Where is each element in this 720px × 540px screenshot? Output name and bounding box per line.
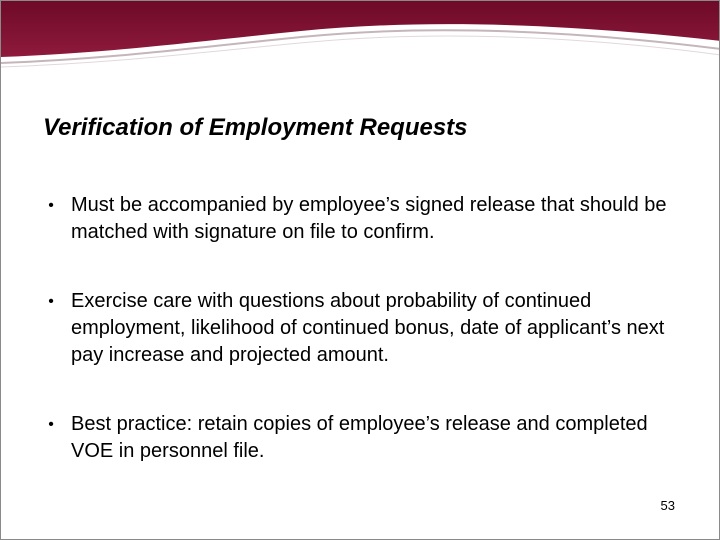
header-maroon-shape	[1, 1, 720, 57]
bullet-item	[41, 192, 691, 246]
bullet-dot-icon: •	[48, 197, 54, 214]
bullet-item	[41, 288, 691, 369]
slide-title: Verification of Employment Requests	[43, 114, 468, 141]
bullet-dot-icon: •	[48, 416, 54, 433]
bullet-text: Exercise care with questions about probability of continued employment, likelihood of continued bonus, date of applicant’s next pay increase and projected amount.	[71, 290, 665, 366]
bullet-dot-icon: •	[48, 293, 54, 310]
header-swoosh-band	[1, 1, 720, 81]
bullet-list	[41, 192, 691, 465]
page-number: 53	[660, 498, 675, 513]
bullet-item	[41, 411, 691, 465]
bullet-text: Must be accompanied by employee’s signed release that should be matched with signature on file to confirm.	[71, 194, 667, 243]
bullet-text: Best practice: retain copies of employee’s release and completed VOE in personnel file.	[71, 413, 648, 462]
